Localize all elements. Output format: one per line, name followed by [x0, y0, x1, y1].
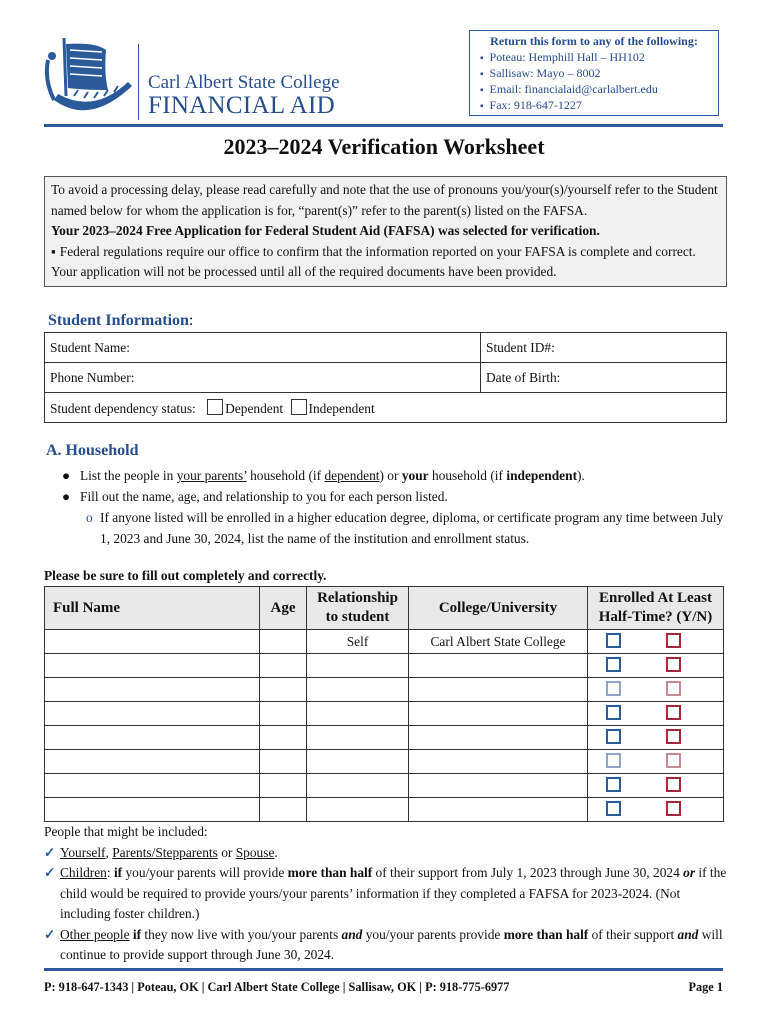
name-cell[interactable]	[45, 630, 260, 654]
intro-selected-text: Your 2023–2024 Free Application for Federal Student Aid (FAFSA) was selected for verification.	[51, 223, 600, 238]
relationship-cell[interactable]	[307, 678, 409, 702]
col-relationship: Relationship to student	[307, 587, 409, 630]
square-bullet-icon: ▪	[51, 243, 56, 259]
table-row	[45, 654, 724, 678]
intro-text: To avoid a processing delay, please read carefully and note that the use of pronouns you/your(s)/yourself refer to the Student named below for whom the application is for, “parent(s)” refer to the parent(s) listed on the FAFSA.	[51, 182, 718, 218]
no-checkbox[interactable]	[666, 633, 681, 648]
age-cell[interactable]	[260, 702, 307, 726]
dependent-label: Dependent	[225, 400, 284, 416]
page-title: 2023–2024 Verification Worksheet	[223, 134, 545, 159]
relationship-cell[interactable]	[307, 798, 409, 822]
intro-notice	[44, 176, 727, 287]
list-item: ● List the people in your parents’ household (if dependent) or your household (if independent).	[62, 468, 585, 483]
name-cell[interactable]	[45, 726, 260, 750]
yes-checkbox[interactable]	[606, 657, 621, 672]
list-item: ✓ Yourself, Parents/Stepparents or Spouse.	[44, 843, 734, 864]
relationship-cell: Self	[307, 630, 409, 654]
household-table	[44, 586, 724, 822]
list-item: ✓ Children: if you/your parents will provide more than half of their support from July 1, 2023 through June 30, 2024 or if the child would be required to provide yours/your parents’ information if they completed a FAFSA for 2023-2024. (Not including foster children.)	[44, 865, 727, 921]
no-checkbox[interactable]	[666, 777, 681, 792]
name-cell[interactable]	[45, 678, 260, 702]
age-cell[interactable]	[260, 774, 307, 798]
no-checkbox[interactable]	[666, 753, 681, 768]
people-included-list	[44, 822, 734, 966]
household-heading: A. Household	[46, 442, 139, 459]
list-subitem: o If anyone listed will be enrolled in a higher education degree, diploma, or certificate program any time between July 1, 2023 and June 30, 2024, list the name of the institution and enrollment status.	[86, 510, 724, 546]
college-cell[interactable]	[409, 774, 588, 798]
relationship-cell[interactable]	[307, 654, 409, 678]
dependent-checkbox[interactable]	[207, 399, 223, 415]
table-row	[45, 774, 724, 798]
independent-label: Independent	[308, 400, 375, 416]
yes-checkbox[interactable]	[606, 801, 621, 816]
enrolled-cell	[588, 654, 724, 678]
enrolled-cell	[588, 678, 724, 702]
checkmark-icon: ✓	[44, 926, 56, 942]
no-checkbox[interactable]	[666, 801, 681, 816]
checkmark-icon: ✓	[44, 844, 56, 860]
return-item: ▪ Sallisaw: Mayo – 8002	[492, 66, 710, 82]
age-cell[interactable]	[260, 750, 307, 774]
footer	[44, 980, 723, 995]
college-cell: Carl Albert State College	[409, 630, 588, 654]
no-checkbox[interactable]	[666, 681, 681, 696]
student-info-table	[44, 332, 727, 423]
intro-regulation: ▪ Federal regulations require our office to confirm that the information reported on your FAFSA is complete and correct. Your application will not be processed until all of the required documents have been provided.	[51, 243, 696, 279]
phone-number-field[interactable]: Phone Number:	[45, 363, 481, 393]
enrolled-cell	[588, 630, 724, 654]
yes-checkbox[interactable]	[606, 753, 621, 768]
enrolled-cell	[588, 726, 724, 750]
no-checkbox[interactable]	[666, 729, 681, 744]
page-number: Page 1	[688, 980, 723, 994]
list-item: ● Fill out the name, age, and relationship to you for each person listed.	[62, 489, 448, 504]
table-row	[45, 702, 724, 726]
college-cell[interactable]	[409, 798, 588, 822]
footer-contact: P: 918-647-1343 | Poteau, OK | Carl Albert State College | Sallisaw, OK | P: 918-775-6977	[44, 980, 510, 994]
people-intro: People that might be included:	[44, 824, 208, 839]
college-cell[interactable]	[409, 702, 588, 726]
name-cell[interactable]	[45, 798, 260, 822]
return-item: ▪ Poteau: Hemphill Hall – HH102	[492, 50, 710, 66]
col-age: Age	[260, 587, 307, 630]
return-item[interactable]: ▪ Email: financialaid@carlalbert.edu	[492, 82, 710, 98]
student-name-field[interactable]: Student Name:	[45, 333, 481, 363]
student-info-heading: Student Information:	[48, 312, 194, 329]
relationship-cell[interactable]	[307, 774, 409, 798]
name-cell[interactable]	[45, 774, 260, 798]
age-cell[interactable]	[260, 798, 307, 822]
return-item: ▪ Fax: 918-647-1227	[492, 98, 710, 114]
independent-checkbox[interactable]	[291, 399, 307, 415]
checkmark-icon: ✓	[44, 865, 56, 880]
no-checkbox[interactable]	[666, 657, 681, 672]
name-cell[interactable]	[45, 702, 260, 726]
household-instructions	[44, 465, 734, 549]
yes-checkbox[interactable]	[606, 729, 621, 744]
college-cell[interactable]	[409, 750, 588, 774]
table-row	[45, 750, 724, 774]
name-cell[interactable]	[45, 654, 260, 678]
table-row	[45, 630, 724, 654]
table-row	[45, 726, 724, 750]
col-enrolled: Enrolled At Least Half-Time? (Y/N)	[588, 587, 724, 630]
table-row	[45, 798, 724, 822]
college-cell[interactable]	[409, 678, 588, 702]
list-item: ✓ Other people if they now live with you/your parents and you/your parents provide more than half of their support and will continue to provide support through June 30, 2024.	[44, 926, 723, 962]
enrolled-cell	[588, 774, 724, 798]
age-cell[interactable]	[260, 678, 307, 702]
relationship-cell[interactable]	[307, 750, 409, 774]
age-cell[interactable]	[260, 630, 307, 654]
college-cell[interactable]	[409, 654, 588, 678]
dependency-status-row	[45, 393, 727, 423]
return-title: Return this form to any of the following:	[490, 34, 698, 48]
yes-checkbox[interactable]	[606, 633, 621, 648]
name-cell[interactable]	[45, 750, 260, 774]
age-cell[interactable]	[260, 726, 307, 750]
student-id-field[interactable]: Student ID#:	[481, 333, 727, 363]
no-checkbox[interactable]	[666, 705, 681, 720]
viking-ship-logo	[44, 30, 136, 126]
dependency-status-label: Student dependency status:	[50, 400, 196, 416]
relationship-cell[interactable]	[307, 726, 409, 750]
header-divider	[138, 44, 139, 120]
department-name: FINANCIAL AID	[148, 92, 335, 119]
footer-rule	[44, 968, 723, 971]
enrolled-cell	[588, 702, 724, 726]
yes-checkbox[interactable]	[606, 681, 621, 696]
college-name: Carl Albert State College	[148, 72, 340, 93]
enrolled-cell	[588, 750, 724, 774]
date-of-birth-field[interactable]: Date of Birth:	[481, 363, 727, 393]
table-header-row	[45, 587, 724, 630]
header-rule	[44, 124, 723, 127]
college-cell[interactable]	[409, 726, 588, 750]
col-college: College/University	[409, 587, 588, 630]
table-row	[45, 678, 724, 702]
col-full-name: Full Name	[45, 587, 260, 630]
enrolled-cell	[588, 798, 724, 822]
yes-checkbox[interactable]	[606, 777, 621, 792]
fill-note: Please be sure to fill out completely and correctly.	[44, 568, 327, 583]
yes-checkbox[interactable]	[606, 705, 621, 720]
age-cell[interactable]	[260, 654, 307, 678]
return-info-box	[469, 30, 719, 116]
relationship-cell[interactable]	[307, 702, 409, 726]
